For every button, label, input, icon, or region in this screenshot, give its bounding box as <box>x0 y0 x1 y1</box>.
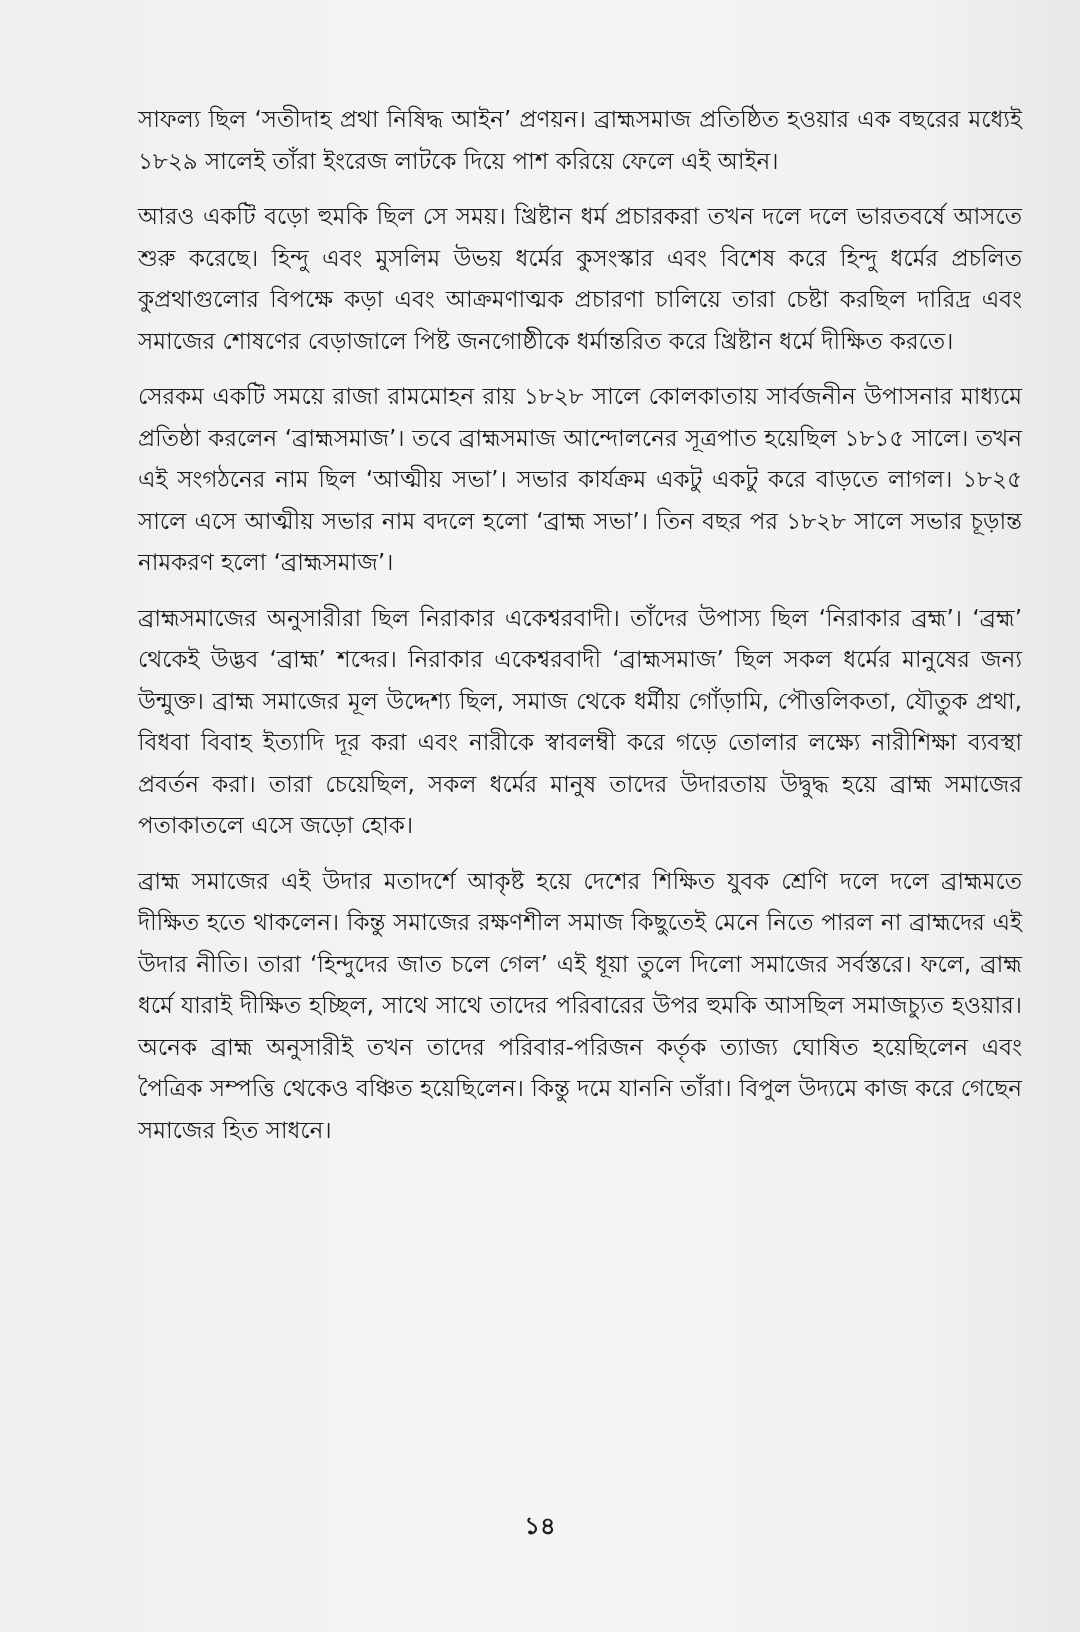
paragraph-1: সাফল্য ছিল ‘সতীদাহ প্রথা নিষিদ্ধ আইন’ প্রণয়ন। ব্রাহ্মসমাজ প্রতিষ্ঠিত হওয়ার এক বছরের মধ্যেই ১৮২৯ সালেই তাঁরা ইংরেজ লাটকে দিয়ে পাশ করিয়ে ফেলে এই আইন। <box>138 107 1022 175</box>
paragraph-3: সেরকম একটি সময়ে রাজা রামমোহন রায় ১৮২৮ সালে কোলকাতায় সার্বজনীন উপাসনার মাধ্যমে প্রতিষ্ঠা করলেন ‘ব্রাহ্মসমাজ’। তবে ব্রাহ্মসমাজ আন্দোলনের সূত্রপাত হয়েছিল ১৮১৫ সালে। তখন এই সংগঠনের নাম ছিল ‘আত্মীয় সভা’। সভার কার্যক্রম একটু একটু করে বাড়তে লাগল। ১৮২৫ সালে এসে আত্মীয় সভার নাম বদলে হলো ‘ব্রাহ্ম সভা’। তিন বছর পর ১৮২৮ সালে সভার চূড়ান্ত নামকরণ হলো ‘ব্রাহ্মসমাজ’। <box>138 384 1022 576</box>
paragraph-2: আরও একটি বড়ো হুমকি ছিল সে সময়। খ্রিষ্টান ধর্ম প্রচারকরা তখন দলে দলে ভারতবর্ষে আসতে শুরু করেছে। হিন্দু এবং মুসলিম উভয় ধর্মের কুসংস্কার এবং বিশেষ করে হিন্দু ধর্মের প্রচলিত কুপ্রথাগুলোর বিপক্ষে কড়া এবং আক্রমণাত্মক প্রচারণা চালিয়ে তারা চেষ্টা করছিল দারিদ্র এবং সমাজের শোষণের বেড়াজালে পিষ্ট জনগোষ্ঠীকে ধর্মান্তরিত করে খ্রিষ্টান ধর্মে দীক্ষিত করতে। <box>138 204 1022 355</box>
body-text <box>138 100 1022 1166</box>
page-number: ১৪ <box>524 1512 556 1540</box>
paragraph-4: ব্রাহ্মসমাজের অনুসারীরা ছিল নিরাকার একেশ্বরবাদী। তাঁদের উপাস্য ছিল ‘নিরাকার ব্রহ্ম’। ‘ব্রহ্ম’ থেকেই উদ্ভব ‘ব্রাহ্ম’ শব্দের। নিরাকার একেশ্বরবাদী ‘ব্রাহ্মসমাজ’ ছিল সকল ধর্মের মানুষের জন্য উন্মুক্ত। ব্রাহ্ম সমাজের মূল উদ্দেশ্য ছিল, সমাজ থেকে ধর্মীয় গোঁড়ামি, পৌত্তলিকতা, যৌতুক প্রথা, বিধবা বিবাহ ইত্যাদি দূর করা এবং নারীকে স্বাবলম্বী করে গড়ে তোলার লক্ষ্যে নারীশিক্ষা ব্যবস্থা প্রবর্তন করা। তারা চেয়েছিল, সকল ধর্মের মানুষ তাদের উদারতায় উদ্বুদ্ধ হয়ে ব্রাহ্ম সমাজের পতাকাতলে এসে জড়ো হোক। <box>138 605 1022 839</box>
paragraph-5: ব্রাহ্ম সমাজের এই উদার মতাদর্শে আকৃষ্ট হয়ে দেশের শিক্ষিত যুবক শ্রেণি দলে দলে ব্রাহ্মমতে দীক্ষিত হতে থাকলেন। কিন্তু সমাজের রক্ষণশীল সমাজ কিছুতেই মেনে নিতে পারল না ব্রাহ্মদের এই উদার নীতি। তারা ‘হিন্দুদের জাত চলে গেল’ এই ধূয়া তুলে দিলো সমাজের সর্বস্তরে। ফলে, ব্রাহ্ম ধর্মে যারাই দীক্ষিত হচ্ছিল, সাথে সাথে তাদের পরিবারের উপর হুমকি আসছিল সমাজচ্যুত হওয়ার। অনেক ব্রাহ্ম অনুসারীই তখন তাদের পরিবার-পরিজন কর্তৃক ত্যাজ্য ঘোষিত হয়েছিলেন এবং পৈত্রিক সম্পত্তি থেকেও বঞ্চিত হয়েছিলেন। কিন্তু দমে যাননি তাঁরা। বিপুল উদ্যমে কাজ করে গেছেন সমাজের হিত সাধনে। <box>138 868 1022 1144</box>
